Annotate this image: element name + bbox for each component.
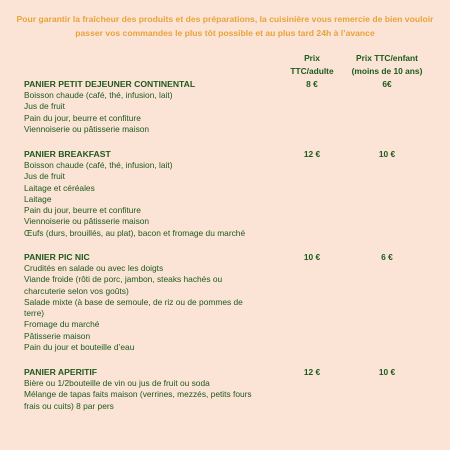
column-header-child-line1: Prix TTC/enfant — [356, 53, 418, 63]
panier-title: PANIER APERITIF — [24, 367, 98, 377]
price-child: 6 € — [381, 252, 393, 262]
list-item: Viennoiserie ou pâtisserie maison — [24, 216, 150, 227]
list-item: Boisson chaude (café, thé, infusion, lait) — [24, 160, 173, 170]
panier-title: PANIER BREAKFAST — [24, 149, 111, 159]
list-item: Boisson chaude (café, thé, infusion, lait) — [24, 90, 173, 100]
price-adult: 12 € — [303, 367, 321, 377]
list-item: Viennoiserie ou pâtisserie maison — [24, 123, 150, 134]
list-item: Fromage du marché — [24, 319, 100, 330]
price-child: 6€ — [382, 79, 392, 89]
list-item: terre) — [24, 308, 45, 319]
list-item: Pain du jour, beurre et confiture — [24, 112, 141, 123]
list-item: Mélange de tapas faits maison (verrines, mezzés, petits fours — [24, 389, 252, 400]
price-adult: 10 € — [303, 252, 321, 262]
list-item: Pain du jour et bouteille d’eau — [24, 342, 135, 353]
list-item: Salade mixte (à base de semoule, de riz ou de pommes de — [24, 296, 243, 307]
panier-petit-dejeuner — [24, 78, 444, 135]
price-adult: 8 € — [306, 79, 318, 89]
list-item: Viande froide (rôti de porc, jambon, steaks hachés ou — [24, 274, 223, 285]
panier-items — [24, 90, 294, 135]
panier-aperitif — [24, 366, 444, 412]
column-header-child-price — [337, 52, 437, 78]
panier-items — [24, 378, 294, 412]
list-item: Laitage et céréales — [24, 182, 95, 193]
price-adult: 12 € — [303, 149, 321, 159]
list-item: Pain du jour, beurre et confiture — [24, 205, 141, 216]
column-header-child-line2: (moins de 10 ans) — [351, 66, 423, 76]
panier-pic-nic — [24, 251, 444, 353]
list-item: Jus de fruit — [24, 171, 65, 182]
price-child: 10 € — [378, 149, 396, 159]
column-header-adult-line1: Prix — [304, 53, 320, 63]
list-item: charcuterie selon vos goûts) — [24, 285, 129, 296]
list-item: Pâtisserie maison — [24, 330, 91, 341]
list-item: Bière ou 1/2bouteille de vin ou jus de fruit ou soda — [24, 378, 210, 388]
panier-items — [24, 160, 294, 239]
list-item: Laitage — [24, 193, 52, 204]
intro-notice: Pour garantir la fraîcheur des produits et des préparations, la cuisinière vous remercie de bien vouloir passer vos commandes le plus tôt possible et au plus tard 24h à l’avance — [16, 14, 434, 38]
list-item: Crudités en salade ou avec les doigts — [24, 263, 164, 273]
panier-title: PANIER PIC NIC — [24, 252, 90, 262]
panier-title: PANIER PETIT DEJEUNER CONTINENTAL — [24, 79, 196, 89]
column-header-adult-line2: TTC/adulte — [290, 66, 334, 76]
price-child: 10 € — [378, 367, 396, 377]
list-item: frais ou cuits) 8 par pers — [24, 400, 114, 411]
list-item: Jus de fruit — [24, 101, 65, 112]
panier-items — [24, 263, 294, 353]
list-item: Œufs (durs, brouillés, au plat), bacon et fromage du marché — [24, 227, 246, 238]
panier-breakfast — [24, 148, 444, 239]
